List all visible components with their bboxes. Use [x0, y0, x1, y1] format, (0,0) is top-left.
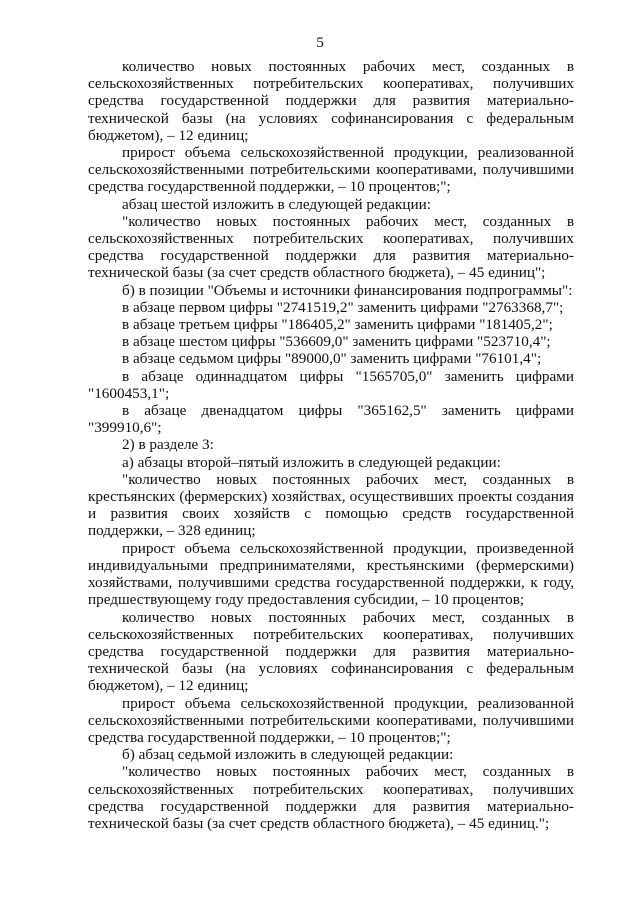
paragraph: прирост объема сельскохозяйственной продукции, произведенной индивидуальными предпринимателями, крестьянскими (фермерскими) хозяйствами, получившими средства государственной поддержки, к году, предшествующему году предоставления субсидии, – 10 процентов; — [88, 539, 574, 609]
paragraph: "количество новых постоянных рабочих мест, созданных в сельскохозяйственных потребительских кооперативах, получивших средства государственной поддержки для развития материально-технической базы (за счет средств областного бюджета), – 45 единиц"; — [88, 212, 574, 282]
paragraph: количество новых постоянных рабочих мест, созданных в сельскохозяйственных потребительских кооперативах, получивших средства государственной поддержки для развития материально-технической базы (на условиях софинансирования с федеральным бюджетом), – 12 единиц; — [88, 58, 574, 144]
paragraph: "количество новых постоянных рабочих мест, созданных в крестьянских (фермерских) хозяйствах, осуществивших проекты создания и развития своих хозяйств с помощью средств государственной поддержки, – 328 единиц; — [88, 470, 574, 540]
paragraph: а) абзацы второй–пятый изложить в следующей редакции: — [122, 453, 501, 471]
page-number: 5 — [316, 34, 324, 51]
paragraph: прирост объема сельскохозяйственной продукции, реализованной сельскохозяйственными потребительскими кооперативами, получившими средства государственной поддержки, – 10 процентов;"; — [88, 144, 574, 196]
paragraph: в абзаце первом цифры "2741519,2" заменить цифрами "2763368,7"; — [122, 298, 564, 316]
paragraph: в абзаце седьмом цифры "89000,0" заменить цифрами "76101,4"; — [122, 350, 542, 368]
paragraph: в абзаце третьем цифры "186405,2" заменить цифрами "181405,2"; — [122, 316, 553, 334]
paragraph: абзац шестой изложить в следующей редакции: — [122, 195, 431, 213]
paragraph: в абзаце двенадцатом цифры "365162,5" заменить цифрами "399910,6"; — [88, 402, 574, 437]
paragraph: в абзаце одиннадцатом цифры "1565705,0" заменить цифрами "1600453,1"; — [88, 367, 574, 402]
paragraph: количество новых постоянных рабочих мест, созданных в сельскохозяйственных потребительских кооперативах, получивших средства государственной поддержки для развития материально-технической базы (на условиях софинансирования с федеральным бюджетом), – 12 единиц; — [88, 608, 574, 695]
paragraph: б) в позиции "Объемы и источники финансирования подпрограммы": — [122, 281, 573, 299]
document-body — [88, 58, 574, 832]
paragraph: 2) в разделе 3: — [122, 436, 214, 454]
paragraph: в абзаце шестом цифры "536609,0" заменить цифрами "523710,4"; — [122, 333, 551, 351]
paragraph: прирост объема сельскохозяйственной продукции, реализованной сельскохозяйственными потребительскими кооперативами, получившими средства государственной поддержки, – 10 процентов;"; — [88, 694, 574, 746]
paragraph: "количество новых постоянных рабочих мест, созданных в сельскохозяйственных потребительских кооперативах, получивших средства государственной поддержки для развития материально-технической базы (за счет средств областного бюджета), – 45 единиц."; — [88, 763, 574, 832]
paragraph: б) абзац седьмой изложить в следующей редакции: — [122, 746, 454, 764]
